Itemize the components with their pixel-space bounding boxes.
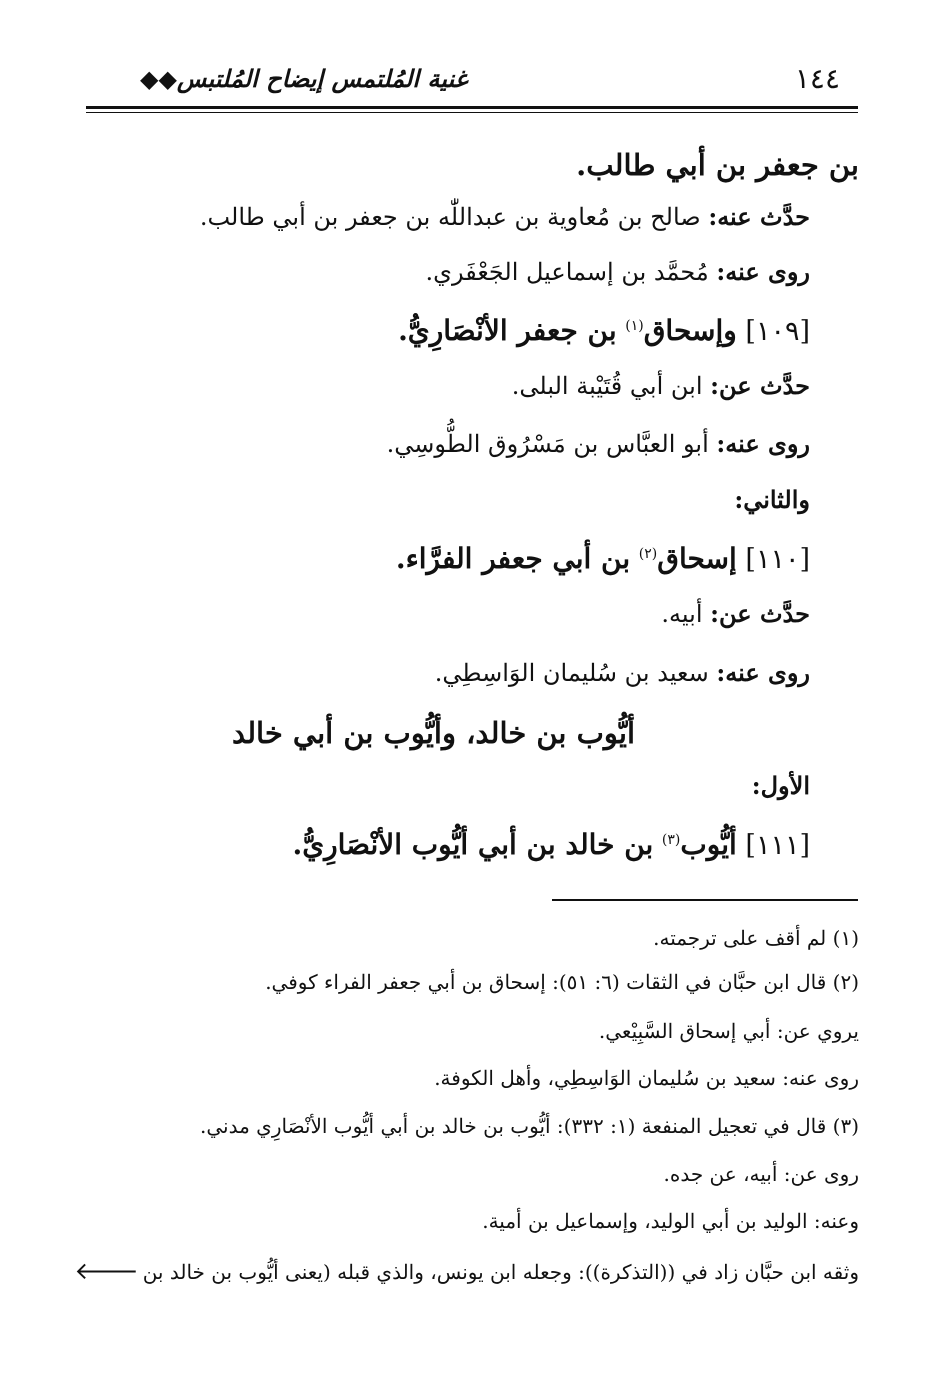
entry-109 [398,314,810,348]
field-value: سعيد بن سُليمان الوَاسِطِي. [434,659,709,687]
text-line [734,486,810,515]
text-line [576,148,859,183]
subheading: الأول: [751,771,810,800]
footnote-ref: (١) [625,318,644,334]
subheading: والثاني: [734,485,810,514]
footnote-line: يروي عن: أبي إسحاق السَّبِيْعي. [598,1019,859,1043]
text-line [752,772,810,801]
field-value: أبو العبَّاس بن مَسْرُوق الطُّوسِي. [386,430,709,458]
text-line [200,203,810,232]
field-label: حدَّث عن: [710,371,810,400]
entry-number: [١١١] [745,830,810,861]
text-line [426,258,810,287]
field-value: صالح بن مُعاوية بن عبداللّٰه بن جعفر بن أبي طالب. [199,203,701,231]
running-title: غنية المُلتمس إيضاح المُلتبس◆◆ [140,64,468,93]
line-text: بن جعفر بن أبي طالب. [576,148,859,182]
field-label: روى عنه: [716,658,810,687]
field-label: حدَّث عن: [710,599,810,628]
footnote-ref: (٣) [661,832,681,848]
field-value: أبيه. [661,600,703,628]
footnote-line: وعنه: الوليد بن أبي الوليد، وإسماعيل بن أمية. [482,1209,859,1233]
footnote-text: وثقه ابن حبَّان زاد في ((التذكرة)): وجعله ابن يونس، والذي قبله (يعنى أيُّوب بن خالد بن [142,1260,859,1284]
section-heading-text: أيُّوب بن خالد، وأيُّوب بن أبي خالد [232,716,635,750]
text-line [661,600,810,629]
footnote-separator [552,899,858,901]
footnote-line-continued [74,1257,859,1286]
text-line [387,430,810,459]
arrow-left-icon: 🡐 [74,1257,139,1285]
entry-name-rest: بن أبي جعفر الفرَّاء. [395,542,631,575]
footnote-ref: (٢) [638,546,658,562]
footnote-line: (١) لم أقف على ترجمته. [653,926,859,950]
footnote-line: (٣) قال في تعجيل المنفعة (١: ٣٣٢): أيُّوب بن خالد بن أبي أيُّوب الأنْصَارِي مدني. [200,1114,859,1138]
field-label: حدَّث عنه: [708,202,810,231]
field-value: ابن أبي قُتَيْبة البلى. [511,372,703,400]
text-line [512,372,810,401]
text-line [435,659,810,688]
entry-name: إسحاق [657,542,737,575]
field-value: مُحمَّد بن إسماعيل الجَعْفَري. [425,258,709,286]
field-label: روى عنه: [716,257,810,286]
entry-number: [١٠٩] [745,316,810,347]
entry-name-rest: بن خالد بن أبي أيُّوب الأنْصَارِيُّ. [292,828,654,861]
entry-name: أيُّوب [680,828,737,861]
section-heading [232,716,635,751]
entry-110 [396,542,810,576]
entry-name: وإسحاق [643,314,737,347]
field-label: روى عنه: [716,429,810,458]
footnote-line: روى عنه: سعيد بن سُليمان الوَاسِطِي، وأهل الكوفة. [434,1066,859,1090]
entry-name-rest: بن جعفر الأنْصَارِيُّ. [398,314,617,347]
footnote-line: روى عن: أبيه، عن جده. [663,1162,859,1186]
footnote-line: (٢) قال ابن حبَّان في الثقات (٦: ٥١): إسحاق بن أبي جعفر الفراء كوفي. [265,970,859,994]
entry-111 [292,828,810,862]
entry-number: [١١٠] [745,544,810,575]
page-number: ١٤٤ [794,62,840,95]
